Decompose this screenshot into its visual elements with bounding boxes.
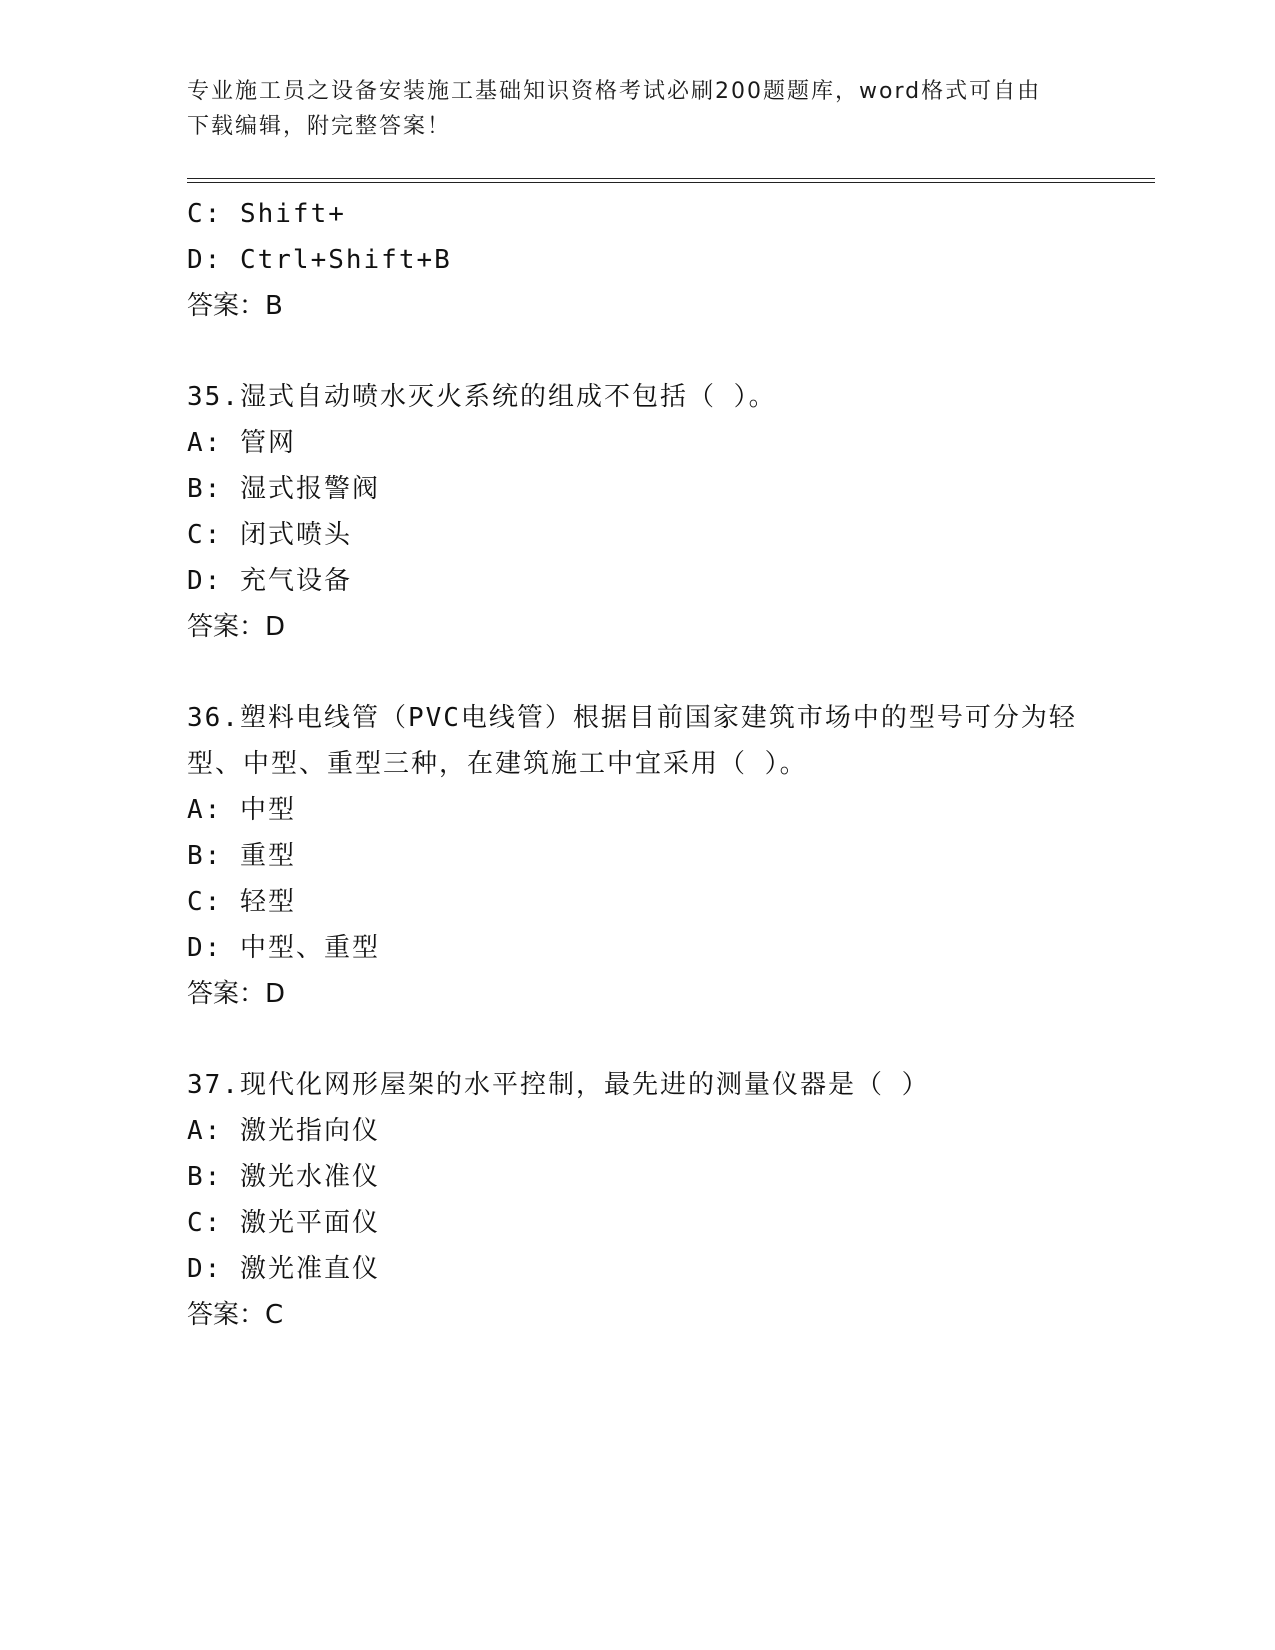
option-a: A: 激光指向仪 bbox=[187, 1116, 380, 1146]
question-text: 36.塑料电线管（PVC电线管）根据目前国家建筑市场中的型号可分为轻型、中型、重型三种，在建筑施工中宜采用（ ）。 bbox=[187, 703, 1077, 779]
option-b: B: 激光水准仪 bbox=[187, 1162, 380, 1192]
answer-line: 答案：D bbox=[187, 612, 286, 642]
answer-line: 答案：C bbox=[187, 1300, 284, 1330]
question-35 bbox=[187, 374, 1087, 650]
spacer bbox=[187, 329, 1087, 374]
option-a: A: 管网 bbox=[187, 428, 296, 458]
question-content bbox=[187, 191, 1087, 1338]
header-line-1: 专业施工员之设备安装施工基础知识资格考试必刷200题题库，word格式可自由 bbox=[187, 79, 1042, 104]
option-c: C: 闭式喷头 bbox=[187, 520, 352, 550]
option-d: D: 中型、重型 bbox=[187, 933, 380, 963]
option-b: B: 湿式报警阀 bbox=[187, 474, 380, 504]
option-a: A: 中型 bbox=[187, 795, 296, 825]
answer-line: 答案：B bbox=[187, 291, 283, 321]
option-d: D: Ctrl+Shift+B bbox=[187, 245, 452, 275]
option-c: C: Shift+ bbox=[187, 199, 346, 229]
question-36 bbox=[187, 695, 1087, 1017]
spacer bbox=[187, 1017, 1087, 1062]
answer-line: 答案：D bbox=[187, 979, 286, 1009]
option-d: D: 激光准直仪 bbox=[187, 1254, 380, 1284]
question-37 bbox=[187, 1062, 1087, 1338]
spacer bbox=[187, 650, 1087, 695]
option-d: D: 充气设备 bbox=[187, 566, 352, 596]
question-text: 37.现代化网形屋架的水平控制，最先进的测量仪器是（ ） bbox=[187, 1070, 930, 1100]
option-c: C: 激光平面仪 bbox=[187, 1208, 380, 1238]
option-c: C: 轻型 bbox=[187, 887, 296, 917]
question-text: 35.湿式自动喷水灭火系统的组成不包括（ ）。 bbox=[187, 382, 777, 412]
header-line-2: 下载编辑，附完整答案！ bbox=[187, 114, 452, 139]
carryover-question bbox=[187, 191, 1087, 329]
document-header bbox=[187, 74, 1087, 144]
option-b: B: 重型 bbox=[187, 841, 296, 871]
header-divider bbox=[187, 178, 1155, 183]
